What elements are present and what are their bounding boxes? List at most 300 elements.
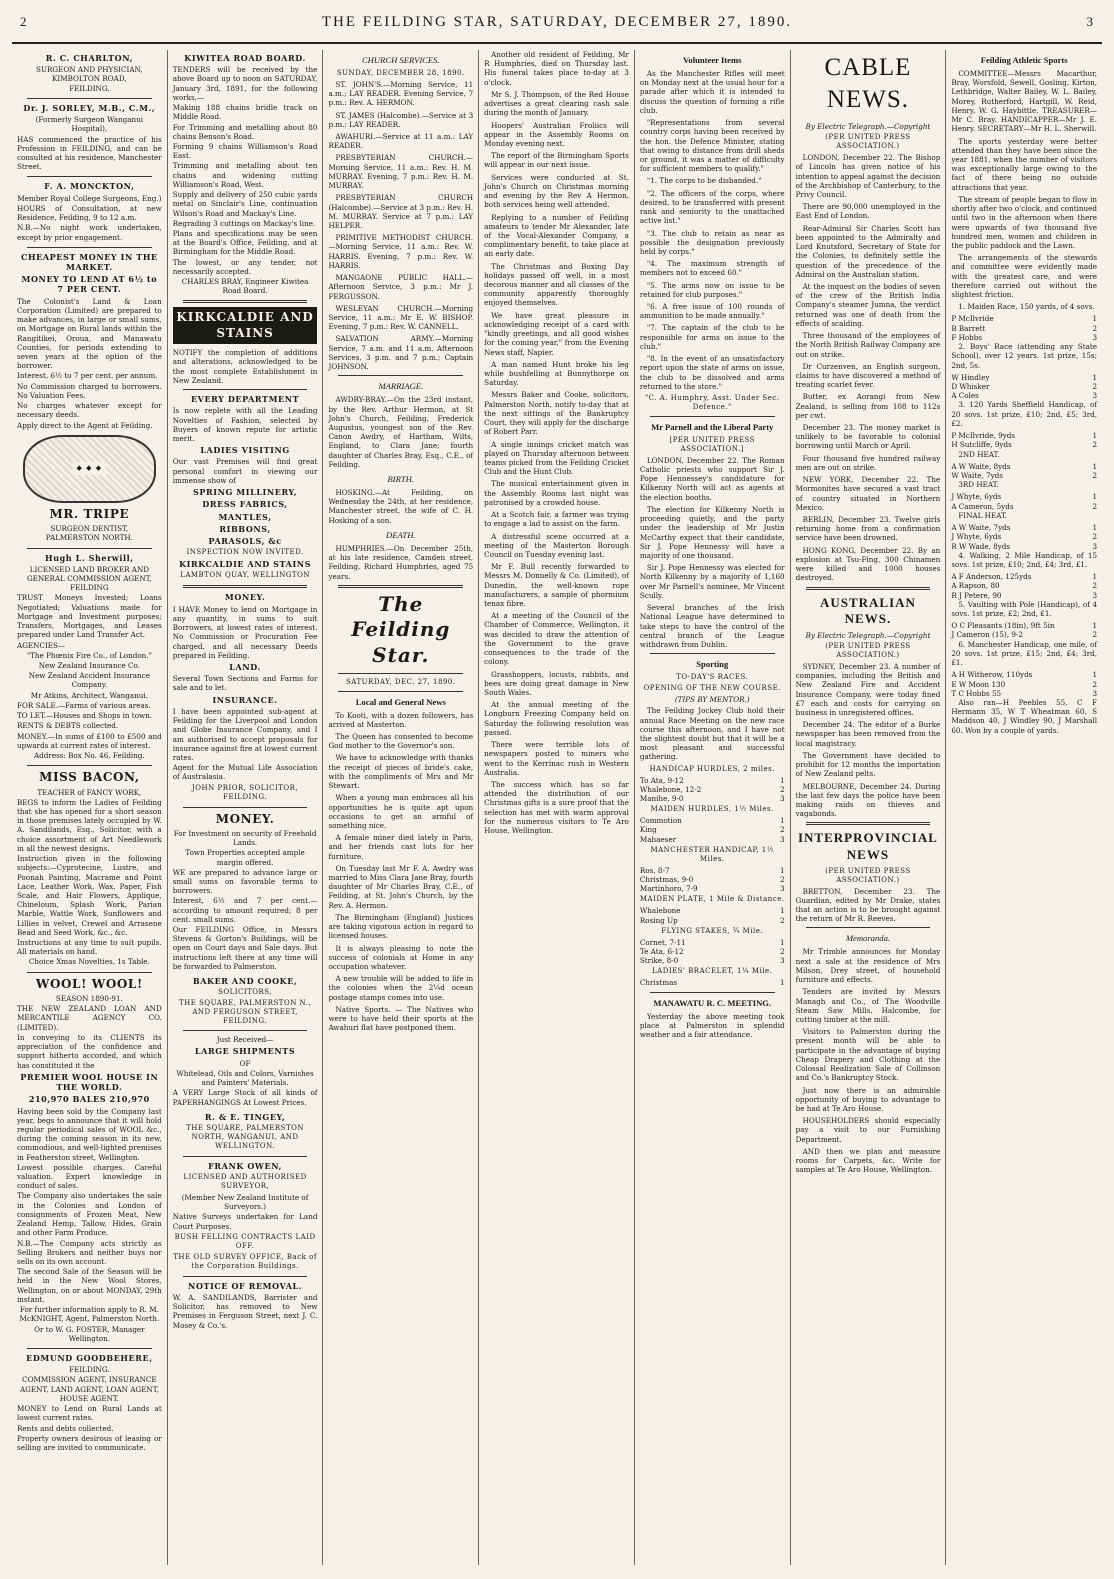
marriage-notice: AWDRY-BRAY.—On the 23rd instant, by the Rev. Arthur Hermon, at St John's Church, Feilding, Frederick Augustus, youngest son of the Rev. Canon Awdry, of Hartham, Wilts, England, to Clara Jane; fourth daughter of Charles Bray, Esq., C.E., of Feilding. [328,395,474,469]
race-tip-row [640,816,785,825]
ad-line: I HAVE Money to lend on Mortgage in any quantity, in sums to suit Borrowers, at lowest rates of interest. No Commission or Procuration Fee charged, and all necessary Deeds prepared in Feilding. [172,604,318,660]
ad-line: Whitelead, Oils and Colors, Varnishes and Painters' Materials. [176,1068,314,1088]
news-item: "Representations from several country corps having been received by the hon. the Defence Minister, stating that owing to distance from drill sheds or ground, it was a matter of difficulty for sufficient members to qualify." [639,118,785,174]
column-2 [168,50,324,1565]
ad-line: Town Properties accepted ample margin offered. [185,848,305,867]
news-item: The stream of people began to flow in shortly after two o'clock, and continued until two in the afternoon when there were upwards of two thousand five hundred men, women and children in the public paddock and the Lawn. [951,194,1098,250]
event-result-row [951,440,1097,449]
ad-line: JOHN PRIOR, SOLICITOR, FEILDING. [191,783,299,801]
race-entry-name: Whalebone [639,906,681,916]
race-tip-row [640,956,785,965]
news-item: NEW YORK, December 22. The Mormonites have secured a vast tract of country situated in Northern Mexico. [795,475,941,512]
placing: 1 [1092,523,1098,533]
placing: 2 [1092,532,1098,542]
news-item: A female miner died lately in Paris, and her friends cast lots for her furniture. [328,833,474,861]
paper-nameplate: The Feilding Star. [351,591,451,667]
ad-line: Instructions at any time to suit pupils. All materials on hand. [17,938,162,957]
ad-line: N.B.—The Company acts strictly as Selling Brokers and neither buys nor sells on its own account. [17,1238,162,1266]
news-item: Services were conducted at St. John's Church on Christmas morning and evening by the Rev A Hermon, both services being well attended. [484,172,629,210]
event-result-row [951,680,1097,689]
competitor-name: F Hobbs [951,332,983,342]
ad-title: R. C. CHARLTON, [45,53,133,63]
divider [650,416,775,417]
ad-removal [173,1281,318,1330]
news-item: "2. The officers of the corps, where desired, to be transferred with present rank and seniority to the unattached active list." [639,188,785,226]
ad-line: THE OLD SURVEY OFFICE, Back of the Corporation Buildings. [173,1252,317,1270]
ad-line: TRUST Moneys Invested; Loans Negotiated; Valuations made for Mortgage and Investment purposes; Transfers, Mortgages, and Leases prepared under Land Transfer Act. [17,593,162,640]
ad-line: FEILDING. [69,1365,110,1375]
event-result-row [951,670,1097,679]
ad-line: PALMERSTON NORTH. [45,533,133,543]
news-item: Mr F. Bull recently forwarded to Messrs M. Donnelly & Co. (Limited), of Dunedin, the well-known rope manufacturers, a sample of phormium tenax fibre. [484,562,629,609]
event-result-row [951,523,1097,532]
ad-line: PARASOLS, &c [208,536,282,547]
news-item: AND then we plan and measure rooms for Carpets, &c. Write for samples at Te Aro House, Wellington. [795,1146,941,1175]
press-assoc-line: (PER UNITED PRESS ASSOCIATION.) [825,642,911,659]
ad-money-baker-cooke [173,812,318,972]
church-entry: AWAHURI.—Service at 11 a.m.: LAY READER. [328,132,474,151]
race-entry-place: 1 [780,978,785,988]
ad-line: Native Surveys undertaken for Land Court Purposes. [172,1212,318,1231]
ad-line: Address: Box No. 46, Feilding. [33,750,145,760]
ad-line: MONEY to Lend on Rural Lands at lowest current rates. [17,1404,162,1423]
birth-notice: HOSKING.—At Feilding, on Wednesday the 24th, at her residence, Manchester street, the wife of C. H. Hosking of a son. [328,488,474,525]
placing: 3 [1092,590,1098,600]
ad-line: Choice Xmas Novelties, 1s Table. [28,957,150,967]
race-entry-place: 1 [780,937,785,947]
placing: 3 [1092,541,1098,551]
race-entry-name: Christmas, 9-0 [639,874,694,884]
ad-line: PREMIER WOOL HOUSE IN THE WORLD. [20,1071,159,1093]
ad-line: Having been sold by the Company last year, begs to announce that it will hold regular periodical sales of WOOL &c., during the coming season in its new, commodious, and well-lighted premises in Featherston street, Wellington. [17,1106,162,1162]
ad-title: WOOL! WOOL! [35,976,143,991]
competitor-name: T C Hobbs 55 [951,688,1002,698]
news-item: There are 90,000 unemployed in the East End of London. [795,202,941,221]
ad-line: INSPECTION NOW INVITED. [186,548,304,557]
news-item: Four thousand five hundred railway men are out on strike. [795,453,941,472]
event-result-row [951,391,1097,400]
ad-title: INSURANCE. [212,694,278,705]
church-entry: PRIMITIVE METHODIST CHURCH.—Morning Service, 11 a.m.: Rev. W. HARRIS. Evening, 7 p.m.: Rev. W. HARRIS. [328,233,474,270]
divider [183,389,308,390]
divider [338,691,463,692]
news-item: Yesterday the above meeting took place at Palmerston in splendid weather and a fair attendance. [639,1011,785,1040]
ad-line: New Zealand Accident Insurance Company. [28,671,150,690]
signature: "C. A. Humphry, Asst. Under Sec. Defence." [644,394,780,411]
cable-byline: By Electric Telegraph.—Copyright [805,122,931,131]
ad-title: EDMUND GOODBEHERE, [26,1352,153,1363]
press-assoc-line: (PER UNITED PRESS ASSOCIATION.) [825,866,911,884]
ad-line: LICENSED AND AUTHORISED SURVEYOR, [183,1173,307,1191]
placing: 1 [1092,670,1098,680]
ad-line: SEASON 1890-91. [55,994,123,1004]
placing: 1 [1092,314,1098,324]
ad-line: CHARLES BRAY, Engineer Kiwitea Road Board. [181,277,309,296]
divider [183,585,308,588]
race-entry-name: Strike, 8-0 [639,956,679,966]
news-item: The arrangements of the stewards and committee were evidently made with the greatest care, and were therefore carried out without the slightest friction. [951,253,1098,300]
competitor-name: D Whisker [951,382,990,391]
news-item: At a Scotch fair, a farmer was trying to engage a lad to assist on the farm. [484,510,629,529]
race-tip-row [640,938,785,947]
masthead-title: THE FEILDING STAR, SATURDAY, DECEMBER 27, 1890. [321,14,793,30]
divider [183,1156,308,1157]
ad-line: THE NEW ZEALAND LOAN AND MERCANTILE AGENCY CO. (LIMITED). [17,1004,162,1032]
event-heading: 2. Boys' Race (attending any State School), over 12 years. 1st prize, 15s; 2nd, 5s. [951,342,1098,370]
ad-line: BEGS to inform the Ladies of Feilding that she has opened for a short season in those premises lately occupied by W. A. Sandilands, Esq., Solicitor, with a choice assortment of Art Needlework in all the newest designs. [17,797,162,853]
event-result-row [951,333,1097,342]
divider [183,1030,308,1031]
church-entry: PRESBYTERIAN CHURCH.—Morning Service, 11 a.m.: Rev. H. M. MURRAY. Evening, 7 p.m.: Rev. H. M. MURRAY. [328,153,474,191]
ad-title: NOTICE OF REMOVAL. [188,1280,303,1291]
news-item: We have to acknowledge with thanks the receipt of pieces of bride's cake, with the compliments of Mrs and Mr Stewart. [328,753,474,791]
news-item: Three thousand of the employees of the North British Railway Company are out on strike. [795,331,941,359]
news-item: "7. The captain of the club to be responsible for arms on issue to the club." [639,323,785,351]
race-entry-name: MAIDEN PLATE, 1 Mile & Distance. [639,895,785,904]
race-heading [640,765,785,774]
event-result-row [951,471,1097,480]
news-item: COMMITTEE—Messrs Macarthur, Bray, Worsfold, Sewell, Gosling, Kirton, Lethbridge, Walter Bailey, W. L. Bailey, Morey, Rutherford, Hartgill, W. Reid, Henry, W. G. Haybittle. TREASURER—Mr C. Bray. HANDICAPPER—Mr J. E. Henry. SECRETARY—Mr H. L. Sherwill. [951,69,1098,134]
race-entry-name: HANDICAP HURDLES, 2 miles. [649,764,775,773]
ad-title: MONEY. [215,811,275,826]
ad-line: Instruction given in the following subjects:—Cyprotecine, Lustre, and Poonah Painting, Macrame and Point Lace, Leather Work, Wax, Paper, Fish Scale, and Hair Flowers, Applique, Chineloum, Splash Work, Parian Marble, Wattle Work, Sunflowers and Lillies in velvet, Crewel and Arrasene Bead and Seed Work, &c., &c. [17,854,162,937]
ad-title: R. & E. TINGEY, [204,1111,286,1122]
race-heading [640,895,785,904]
ad-cheapest-money [17,252,162,430]
race-tips-list [640,765,785,988]
news-item: Just now there is an admirable opportunity of buying to advantage to be had at Te Aro House. [795,1085,941,1113]
ad-title: LAND. [229,661,261,672]
ad-line: 210,970 BALES 210,970 [28,1094,150,1105]
church-entry: PRESBYTERIAN CHURCH (Halcombe).—Service at 3 p.m.: Rev. H. M. MURRAY. Service at 7 p.m.: LAY HELPER. [328,193,474,231]
australian-news-heading: AUSTRALIAN NEWS. [819,594,916,627]
event-result-row [951,492,1097,501]
race-heading [640,967,785,976]
ad-line: The Colonist's Land & Loan Corporation (Limited) are prepared to make advances, in large or small sums, on Mortgage on Rural lands within the Rangitikei, Oroua, and Manawatu Counties, for periods extending to seven years at the option of the borrower. [17,296,162,371]
race-entry-place: 1 [780,865,785,875]
news-item: The Feilding Jockey Club hold their annual Race Meeting on the new race course this afternoon, and I have not the slightest doubt but that it will be a most pleasant and successful gathering. [639,706,785,762]
news-item: "4. The maximum strength of members not to exceed 60." [639,259,785,278]
news-item: Butter, ex Aorangi from New Zealand, is selling from 108 to 112s per cwt. [795,392,941,420]
race-entry-name: MANCHESTER HANDICAP, 1½ Miles. [650,845,774,863]
race-tip-row [640,947,785,956]
divider [650,653,775,654]
death-heading: DEATH. [386,529,416,540]
news-item: HOUSEHOLDERS should especially pay a visit to our Furnishing Department. [795,1116,941,1144]
competitor-name: W Hindley [951,372,990,382]
column-1 [12,50,168,1565]
ad-subtitle: MONEY TO LEND AT 6½ to 7 PER CENT. [21,274,158,295]
ad-line: EVERY DEPARTMENT [190,394,300,405]
ad-baker-cooke [173,976,318,1107]
event-result-row [951,532,1097,541]
race-tip-row [640,825,785,834]
news-item: When a young man embraces all his opportunities he is quite apt upon occasions to get an armful of something nice. [328,793,474,830]
event-result-row [951,581,1097,590]
masthead [12,14,1102,44]
race-entry-name: Manihe, 9-0 [639,794,684,804]
race-heading [640,927,785,936]
placing: 1 [1092,461,1098,471]
race-tip-row [640,875,785,884]
news-item: LONDON, December 22. The Bishop of Lincoln has given notice of his intention to appeal against the decision of the Archbishop of Canterbury, to the Privy Council. [795,153,941,199]
ad-title: KIWITEA ROAD BOARD. [184,53,306,63]
event-result-row [951,431,1097,440]
news-item: "8. In the event of an unsatisfactory report upon the state of arms on issue, the club to be dissolved and arms returned to the store." [639,354,785,391]
placing: 1 [1092,492,1098,502]
news-item: To Kooti, with a dozen followers, has arrived at Masterton. [328,710,474,729]
competitor-name: R W Wade, 8yds [951,541,1011,551]
placing: 2 [1092,440,1098,450]
ad-goodbehere [17,1353,162,1452]
news-item: It is always pleasing to note the success of colonials at Home in any occupation whatever. [328,943,474,971]
divider [806,587,931,590]
race-entry-name: To Ata, 9-12 [639,775,684,785]
ad-line: I have been appointed sub-agent at Feilding for the Liverpool and London and Globe Insurance Company, and I am authorised to accept proposals for insurance against fire at lowest current rates. [172,706,318,762]
news-item: Replying to a number of Feilding amateurs to tender Mr Alexander, late of the Vocal-Alexander Company, a complimentary benefit, to take place at an early date. [484,212,629,259]
event-result-row [951,572,1097,581]
placing: 2 [1092,630,1098,640]
sporting-heading: Sporting [696,659,729,670]
ad-line: AGENCIES— [17,640,66,650]
ad-line: LICENSED LAND BROKER AND GENERAL COMMISSION AGENT, FEILDING [27,564,152,593]
ad-line: Interest, 6½ and 7 per cent.—according to amount required; 8 per cent. small sums. [172,896,318,924]
local-news-heading: Local and General News [355,696,446,707]
news-item: Sir J. Pope Hennessy was elected for North Kilkenny by a majority of 1,160 over Mr Parnell's nominee, Mr Vincent Scully. [639,563,785,600]
columns [12,50,1102,1565]
race-entry-place: 1 [780,816,785,826]
ad-line: Property owners desirous of leasing or selling are invited to communicate. [17,1433,162,1452]
divider [27,1348,152,1349]
ad-line: SPRING MILLINERY, [192,487,298,498]
divider [27,765,152,766]
divider [27,972,152,973]
church-services-heading: CHURCH SERVICES. [361,55,440,65]
news-item: Messrs Baker and Cooke, solicitors, Palmerston North, notify to-day that at the next sittings of the Bankruptcy Court, they will apply for the discharge of Robert Parr. [484,390,629,437]
ad-line: KIRKCALDIE AND STAINS [179,559,312,570]
news-item: Mr S. J. Thompson, of the Red House advertises a great clearing cash sale during the month of January. [484,89,629,118]
ad-line: N.B.—No night work undertaken, except by prior engagement. [17,223,162,242]
event-heading: 3RD HEAT. [958,480,999,490]
tips-byline: (TIPS BY MENTOR.) [674,695,750,705]
race-entry-name: Cornet, 7-11 [639,937,686,947]
ad-line: HAS commenced the practice of his Profession in FEILDING, and can be consulted at his residence, Manchester Street. [17,134,162,172]
ad-tripe [17,507,162,543]
race-entry-name: MAIDEN HURDLES, 1½ Miles. [650,805,774,814]
divider [338,585,463,588]
race-entry-name: FLYING STAKES, ¾ Mile. [661,926,764,935]
news-item: Tenders are invited by Messrs Managh and Co., of The Woodville Steam Saw Mills, Halcombe, for cutting timber at the mill. [795,987,941,1024]
placing: 2 [1092,581,1098,591]
ad-line: OF [239,1058,251,1068]
australian-byline: By Electric Telegraph.—Copyright [805,630,931,640]
ad-line: NOTIFY the completion of additions and alterations, acknowledged to be the most complete Establishment in New Zealand. [172,348,318,385]
ad-title: CHEAPEST MONEY IN THE MARKET. [21,251,158,272]
placing: 3 [1092,688,1098,698]
ad-line: A VERY Large Stock of all kinds of PAPERHANGINGS At Lowest Prices. [172,1088,318,1107]
news-item: "6. A free issue of 100 rounds of ammunition to be made annually." [639,302,785,321]
event-result-row [951,630,1097,639]
news-item: A new trouble will be added to life in the colonies when the 2¼d ocean postage stamps comes into use. [328,974,474,1002]
ad-line: Agent for the Mutual Life Association of Australasia. [172,763,318,782]
death-notice: HUMPHRIES.—On December 25th, at his late residence, Camden street, Feilding, Richard Humphries, aged 75 years. [328,543,474,581]
news-item: The report of the Birmingham Sports will appear in our next issue. [484,151,629,170]
church-date: SUNDAY, DECEMBER 28, 1890. [336,69,465,77]
ad-line: LADIES VISITING [200,445,290,456]
ad-line: BUSH FELLING CONTRACTS LAID OFF. [174,1232,316,1250]
news-item: SYDNEY, December 23. A number of companies, including the British and New Zealand Fire and Accident Insurance Company, were today fined £7 each and costs for carrying on business in unregistered offices. [795,661,941,717]
race-entry-name: LADIES' BRACELET, 1¼ Mile. [652,967,773,976]
ad-line: DRESS FABRICS, [202,499,288,510]
news-item: LONDON, December 22. The Roman Catholic priests who support Sir J. Pope Hennessey's candidature for Kilkenny North will act as agents at the election booths. [639,455,785,502]
ad-line: MANTLES, [218,511,272,522]
news-item: A distressful scene occurred at a meeting of the Masterton Borough Council on Tuesday evening last. [484,531,629,559]
ad-line: Regrading 3 cuttings on Mackay's line. [172,218,316,228]
news-item: "5. The arms now on issue to be retained for club purposes." [639,280,785,299]
competitor-name: O C Pleasants (18in), 9ft 5in [951,621,1055,631]
placing: 2 [1092,501,1098,511]
competitor-name: J Whyte, 6yds [951,532,1002,542]
competitor-name: E W Moon 130 [951,679,1006,689]
ad-line: KIMBOLTON ROAD, [52,74,127,84]
news-item: At the annual meeting of the Longburn Freezing Company held on Saturday the following resolution was passed. [484,700,629,737]
church-entry: MANGAONE PUBLIC HALL.—Afternoon Service, 3 p.m.: Mr J. FERGUSSON. [328,273,474,301]
divider [650,992,775,993]
competitor-name: R J Petere, 90 [951,590,1002,600]
page-number-right: 3 [1086,14,1094,29]
event-result-row [951,621,1097,630]
event-heading: 3. 120 Yards Sheffield Handicap, of 20 sovs. 1st prize, £10; 2nd, £5; 3rd, £2. [951,400,1098,428]
news-item: The Queen has consented to become God mother to the Governor's son. [328,731,474,751]
event-heading: FINAL HEAT. [958,510,1008,520]
news-item: MELBOURNE, December 24. During the last few days the police have been making raids on thieves and vagabonds. [795,781,941,819]
news-item: Grasshoppers, locusts, rabbits, and bees are doing great damage in New South Wales. [484,669,629,697]
ad-line: Member Royal College Surgeons, Eng.) [17,193,162,203]
placing: 3 [1092,391,1098,401]
race-entry-place: 2 [780,874,785,884]
event-result-row [951,591,1097,600]
divider [27,247,152,248]
church-entry: ST. JAMES (Halcombe).—Service at 3 p.m.: LAY READER. [328,110,474,129]
competitor-name: J Whyte, 6yds [951,492,1002,502]
news-item: Hoopers' Australian Froliics will appear in the Assembly Rooms on Monday evening next. [484,120,629,148]
event-result-row [951,542,1097,551]
ad-line: Mr Atkins, Architect, Wanganui. [30,690,148,700]
interprovincial-heading: INTERPROVINCIAL NEWS [797,830,938,863]
race-entry-place: 2 [780,784,785,794]
athletic-sports-heading: Feilding Athletic Sports [980,55,1068,65]
ad-line: (Member New Zealand Institute of Surveyors.) [181,1192,309,1212]
ad-charlton [17,53,162,93]
race-heading [640,846,785,864]
ad-line: HOURS of Consultation, at new Residence, Feilding, 9 to 12 a.m. [17,203,162,223]
ad-line: "The Phœnix Fire Co., of London." [26,650,152,660]
race-tip-row [640,978,785,987]
ad-line: Interest, 6½ to 7 per cent. per annum. [17,371,158,381]
manawatu-heading: MANAWATU R. C. MEETING. [653,997,772,1008]
ad-line: No Commission charged to borrowers. No Valuation Fees. [17,381,162,400]
divider [27,548,152,549]
race-tip-row [640,794,785,803]
cable-news-heading: CABLE NEWS. [824,54,912,113]
race-tip-row [640,916,785,925]
ad-line: Trimming and metalling about ten chains and widening cutting Williamson's Road, West. [172,161,318,189]
ad-line: The lowest, or any tender, not necessarily accepted. [172,257,318,276]
event-result-row [951,314,1097,323]
race-entry-place: 1 [780,775,785,785]
ad-line: SURGEON DENTIST, [50,524,129,534]
ad-title: Dr. J. SORLEY, M.B., C.M., [23,102,156,113]
news-item: The success which has so far attended the distribution of our Christmas gifts is a sure proof that the selection has met with warm approval for the numerous visitors to Te Aro House, Wellington. [484,779,629,836]
divider [183,300,308,303]
news-item: December 24. The editor of a Burke newspaper has been removed from the local magistracy. [795,720,941,748]
competitor-name: A H Witherow, 110yds [951,670,1033,680]
ad-line: FOR SALE.—Farms of various areas. [17,700,151,710]
event-heading: 5. Vaulting with Pole (Handicap), of 4 sovs. 1st prize, £2; 2nd, £1. [951,599,1098,619]
divider [338,673,463,674]
competitor-name: J Cameron (15), 9-2 [951,630,1023,640]
event-result-row [951,324,1097,333]
sporting-subheading: TO-DAY'S RACES. [676,673,749,682]
press-assoc-line: [PER UNITED PRESS ASSOCIATION.] [669,435,755,453]
news-item: A single innings cricket match was played on Thursday afternoon between teams picked from the Feilding Cricket Club and the Hunt Club. [484,439,629,477]
news-item: HONG KONG, December 22. By an explosion at Tsu-Fing, 300 Chinamen were killed and 1000 houses destroyed. [795,545,941,583]
news-item: The sports yesterday were better attended than they have been since the year 1881, when the number of visitors was exceptionally large owing to the fact of there being no outside attractions that year. [951,136,1098,192]
ad-frank-owen [173,1161,318,1271]
race-entry-place: 3 [780,956,785,966]
ad-line: For further information apply to R. M. McKNIGHT, Agent, Palmerston North. [19,1305,160,1324]
news-item: As the Manchester Rifles will meet on Monday next at the usual hour for a parade after which it is intended to discuss the question of forming a rifle club. [639,69,785,115]
divider [183,1276,308,1277]
column-4 [479,50,635,1565]
ad-sorley [17,103,162,172]
placing: 2 [1092,470,1098,480]
ad-line: Our vast Premises will find great personal comfort in viewing our immense show of [172,457,318,485]
news-item: The Christmas and Boxing Day holidays passed off well, in a most decorous manner and all classes of the community apparently thoroughly enjoyed themselves. [484,261,629,308]
ad-title: BAKER AND COOKE, [192,976,298,987]
news-item: BERLIN, December 23. Twelve girls returning home from a confirmation service have been drowned. [795,515,941,543]
race-entry-place: 3 [780,794,785,804]
ad-line: For Investment on security of Freehold Lands. [173,828,317,848]
ad-line: Forming 9 chains Williamson's Road East. [172,141,318,161]
divider [338,375,463,376]
event-result-row [951,502,1097,511]
ad-line: Plans and specifications may be seen at the Board's Office, Feilding, and at Birmingham for the Middle Road. [172,228,318,257]
ad-title: MONEY. [224,592,266,603]
news-item: On Tuesday last Mr F. A. Awdry was married to Miss Clara Jane Bray, fourth daughter of Mr Charles Bray, C.E., of Feilding, at St. John's Church, by the Rev. A. Hermon. [328,863,474,910]
news-item: Several branches of the Irish National League have determined to take steps to have the control of the central branch of the League withdrawn from Dublin. [639,603,785,649]
ad-kiwitea-road-board [173,53,318,295]
news-item: We have great pleasure in acknowledging receipt of a card with "kindly greetings, and all good wishes for the coming year," from the Evening News staff, Napier. [484,310,629,357]
event-heading: 4. Walking, 2 Mile Handicap, of 15 sovs. 1st prize, £10; 2nd, £4; 3rd, £1. [951,550,1098,569]
news-item: The Government have decided to prohibit for 12 months the importation of New Zealand pelts. [795,750,941,779]
competitor-name: A W Waite, 7yds [951,523,1011,533]
ad-sherwill [17,553,162,761]
ad-miss-bacon [17,770,162,967]
divider [806,927,931,928]
ad-money-prior [173,592,318,801]
competitor-name: B Barrett [951,323,986,333]
ad-line: TENDERS will be received by the above Board up to noon on SATURDAY, January 3rd, 1891, for the following works,— [172,65,318,102]
ad-line: Or to W. G. FOSTER, Manager Wellington. [34,1324,145,1343]
event-heading: 1. Maiden Race, 150 yards, of 4 sovs. [958,302,1095,312]
event-result-row [951,382,1097,391]
ad-kirkcaldie-stains [173,307,318,580]
competitor-name: A Rapson, 80 [951,581,1000,591]
ad-line: For Trimming and metalling about 80 chains Benson's Road. [172,122,318,141]
paper-date: SATURDAY, DEC. 27, 1890. [346,677,456,686]
event-result-row [951,462,1097,471]
